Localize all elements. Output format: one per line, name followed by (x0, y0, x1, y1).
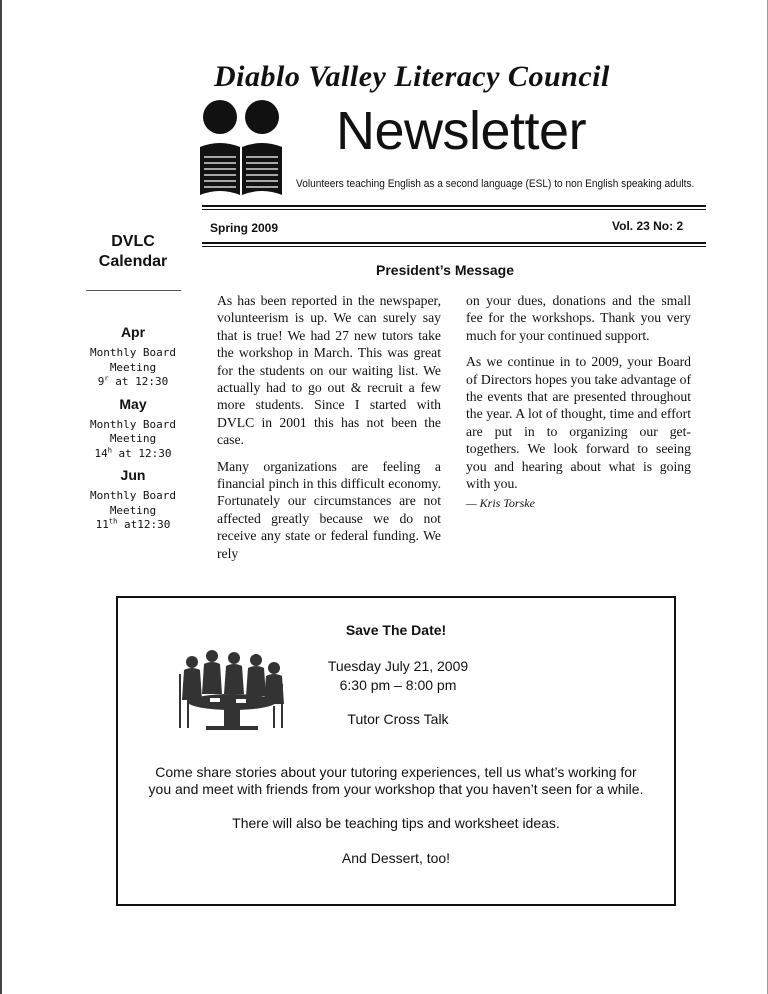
issue-season: Spring 2009 (210, 221, 279, 235)
calendar-event-line: Meeting (109, 503, 157, 517)
event-time: 6:30 pm – 8:00 pm (339, 677, 457, 693)
event-description: Come share stories about your tutoring experiences, tell us what’s working for you and meet with friends from your workshop that you haven’t seen for a while. (148, 764, 644, 797)
article-paragraph: Many organizations are feeling a financial pinch in this difficult economy. Fortunately our circumstances are not affected greatly because we do not receive any state or federal funding. We rely (217, 458, 441, 561)
article-paragraph: As has been reported in the newspaper, volunteerism is up. We can surely say that is true! We had 27 new tutors take the workshop in March. This was great for the students on our waiting list. We actually had to go out & recruit a few more students. Since I started with DVLC in 2001 this has not been the case. (217, 293, 441, 448)
people-at-table-icon (176, 644, 286, 730)
calendar-list (78, 324, 188, 539)
save-the-date-box (116, 596, 676, 906)
issue-volume: Vol. 23 No: 2 (612, 219, 684, 233)
calendar-day-suffix: h (107, 445, 112, 454)
header-rule (202, 242, 706, 244)
calendar-divider (86, 290, 181, 291)
calendar-entry (78, 396, 188, 462)
header-rule (202, 246, 706, 247)
readers-logo-icon (194, 99, 288, 195)
calendar-event (78, 489, 188, 533)
calendar-day: 14 (94, 446, 108, 460)
header-rule (202, 209, 706, 210)
calendar-event-line: Monthly Board (89, 346, 177, 359)
calendar-month: May (119, 395, 147, 412)
article-signature: — Kris Torske (466, 496, 535, 511)
newsletter-title: Newsletter (336, 101, 587, 161)
calendar-event (78, 346, 188, 390)
calendar-title-line: DVLC (111, 233, 155, 250)
page-edge-left (0, 0, 2, 994)
article-paragraph: As we continue in to 2009, your Board of Directors hopes you take advantage of the events that are presented throughout the year. A lot of thought, time and effort are put in to organizing our get-togethers. We look forward to seeing you and hearing about what is going with you. (466, 354, 692, 492)
calendar-day-suffix: r (104, 374, 109, 383)
event-name: Tutor Cross Talk (347, 711, 449, 727)
calendar-day-suffix: th (108, 517, 118, 526)
calendar-title (86, 232, 180, 272)
calendar-event-line: Monthly Board (89, 489, 177, 502)
event-title: Save The Date! (345, 622, 447, 638)
calendar-event-line: Meeting (109, 360, 157, 374)
calendar-entry (78, 467, 188, 533)
calendar-time: at 12:30 (111, 446, 172, 460)
calendar-event-line: Meeting (109, 432, 157, 445)
event-dessert: And Dessert, too! (341, 850, 451, 866)
calendar-title-line: Calendar (98, 253, 168, 270)
calendar-event-line: Monthly Board (89, 417, 177, 431)
article-column-left (217, 292, 441, 571)
calendar-month: Apr (120, 324, 146, 340)
tagline: Volunteers teaching English as a second language (ESL) to non English speaking adults. (296, 178, 695, 190)
presidents-message-heading: President’s Message (376, 262, 514, 278)
article-paragraph: on your dues, donations and the small fee for the workshops. Thank you very much for your continued support. (466, 293, 691, 343)
event-tips: There will also be teaching tips and worksheet ideas. (232, 815, 560, 831)
event-date: Tuesday July 21, 2009 (327, 658, 469, 674)
article-column-right (466, 292, 691, 513)
calendar-time: at12:30 (117, 518, 171, 531)
org-name: Diablo Valley Literacy Council (214, 60, 610, 93)
calendar-event (78, 418, 188, 462)
calendar-time: at 12:30 (108, 375, 169, 388)
calendar-day: 9 (97, 375, 105, 388)
calendar-month: Jun (120, 467, 146, 483)
calendar-day: 11 (95, 518, 109, 531)
header-rule (202, 205, 706, 207)
calendar-entry (78, 324, 188, 390)
